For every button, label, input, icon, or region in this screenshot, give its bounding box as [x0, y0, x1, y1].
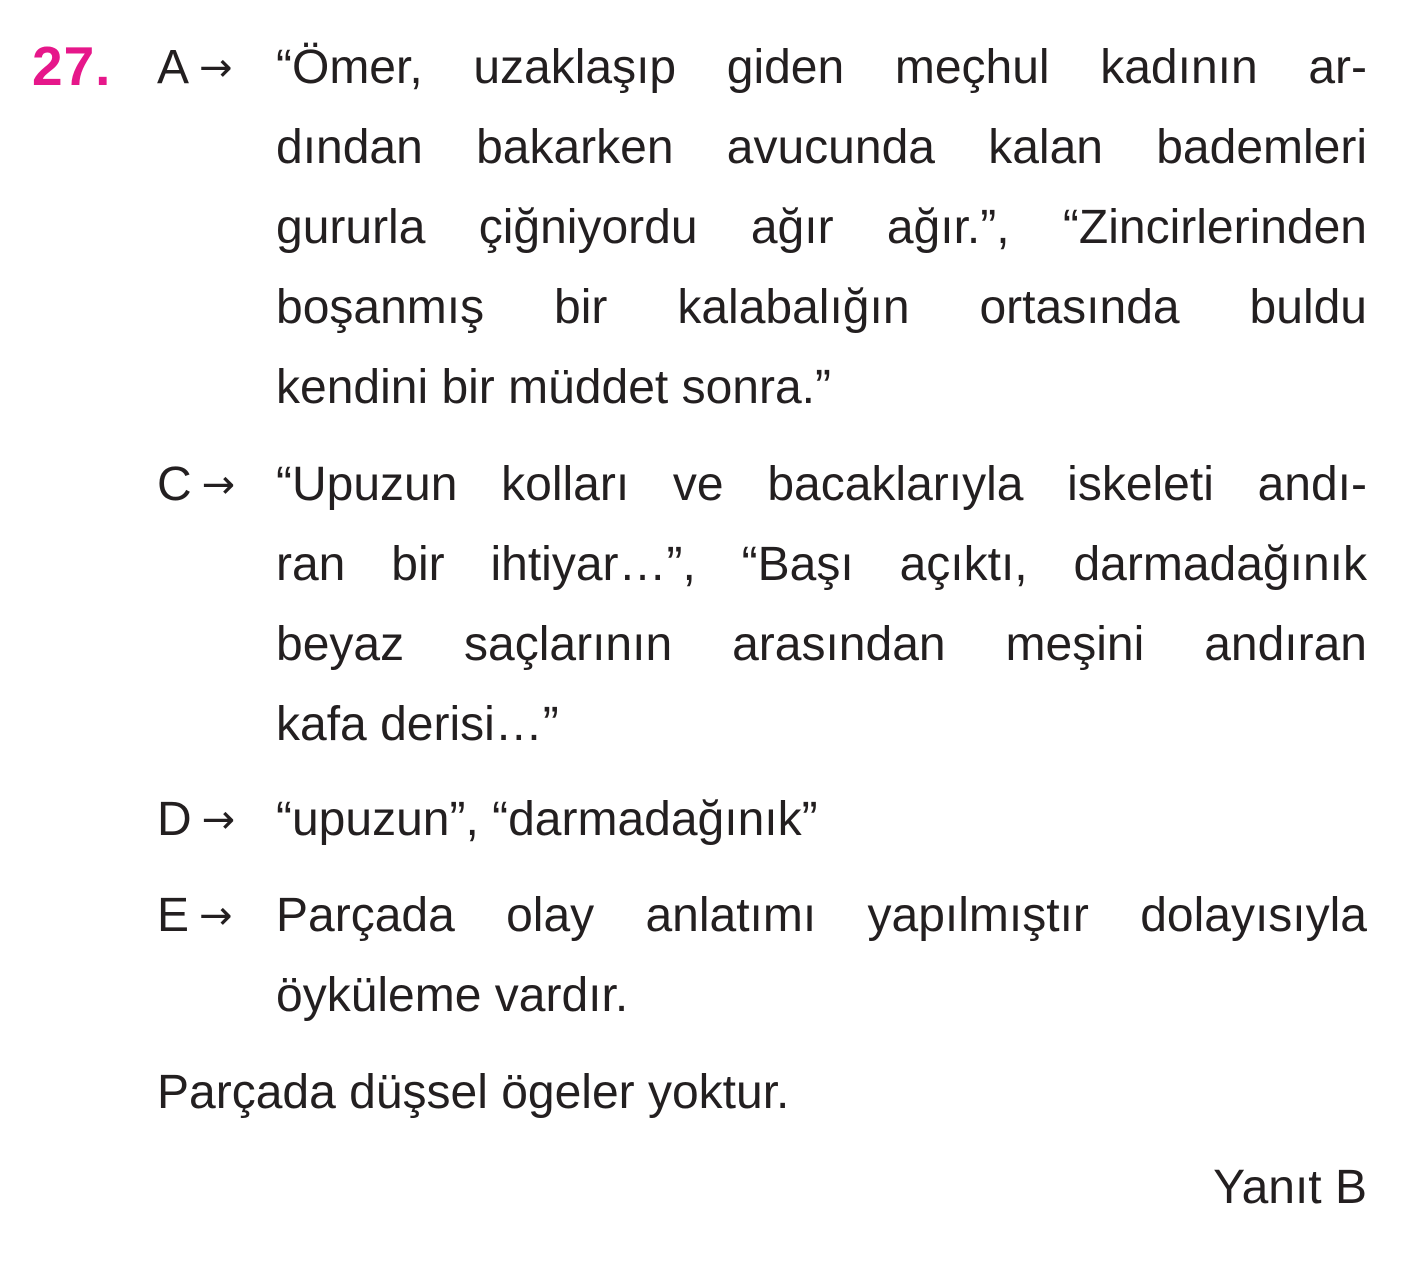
item-line: “Upuzun kolları ve bacaklarıyla iskeleti andı-	[276, 458, 1367, 511]
item-line: boşanmış bir kalabalığın ortasında buldu	[276, 281, 1367, 334]
item-c-text	[276, 445, 1367, 765]
conclusion-text: Parçada düşsel ögeler yoktur.	[157, 1066, 790, 1119]
right-arrow-icon: →	[199, 893, 233, 939]
item-e-letter	[157, 876, 277, 956]
item-line: Parçada olay anlatımı yapılmıştır dolayısıyla	[276, 889, 1367, 942]
item-line: kafa derisi…”	[276, 698, 559, 751]
item-letter: C	[157, 458, 192, 511]
answer-text: Yanıt B	[1213, 1161, 1367, 1214]
item-a-text	[276, 28, 1367, 428]
item-line: “Ömer, uzaklaşıp giden meçhul kadının ar-	[276, 41, 1367, 94]
item-d-text	[276, 780, 1367, 860]
item-line: beyaz saçlarının arasından meşini andıran	[276, 618, 1367, 671]
item-line: dından bakarken avucunda kalan bademleri	[276, 121, 1367, 174]
item-e-text	[276, 876, 1367, 1036]
item-line: kendini bir müddet sonra.”	[276, 361, 831, 414]
item-d-letter	[157, 780, 277, 860]
right-arrow-icon: →	[199, 45, 233, 91]
item-letter: E	[157, 889, 190, 942]
item-line: ran bir ihtiyar…”, “Başı açıktı, darmadağınık	[276, 538, 1367, 591]
item-c-letter	[157, 445, 277, 525]
right-arrow-icon: →	[201, 797, 236, 843]
item-letter: D	[157, 793, 192, 846]
question-number: 27.	[32, 35, 112, 97]
item-a-letter	[157, 28, 277, 108]
item-letter: A	[157, 41, 190, 94]
item-line: gururla çiğniyordu ağır ağır.”, “Zincirlerinden	[276, 201, 1367, 254]
item-line: öyküleme vardır.	[276, 969, 629, 1022]
right-arrow-icon: →	[201, 462, 236, 508]
item-line: “upuzun”, “darmadağınık”	[276, 793, 818, 846]
